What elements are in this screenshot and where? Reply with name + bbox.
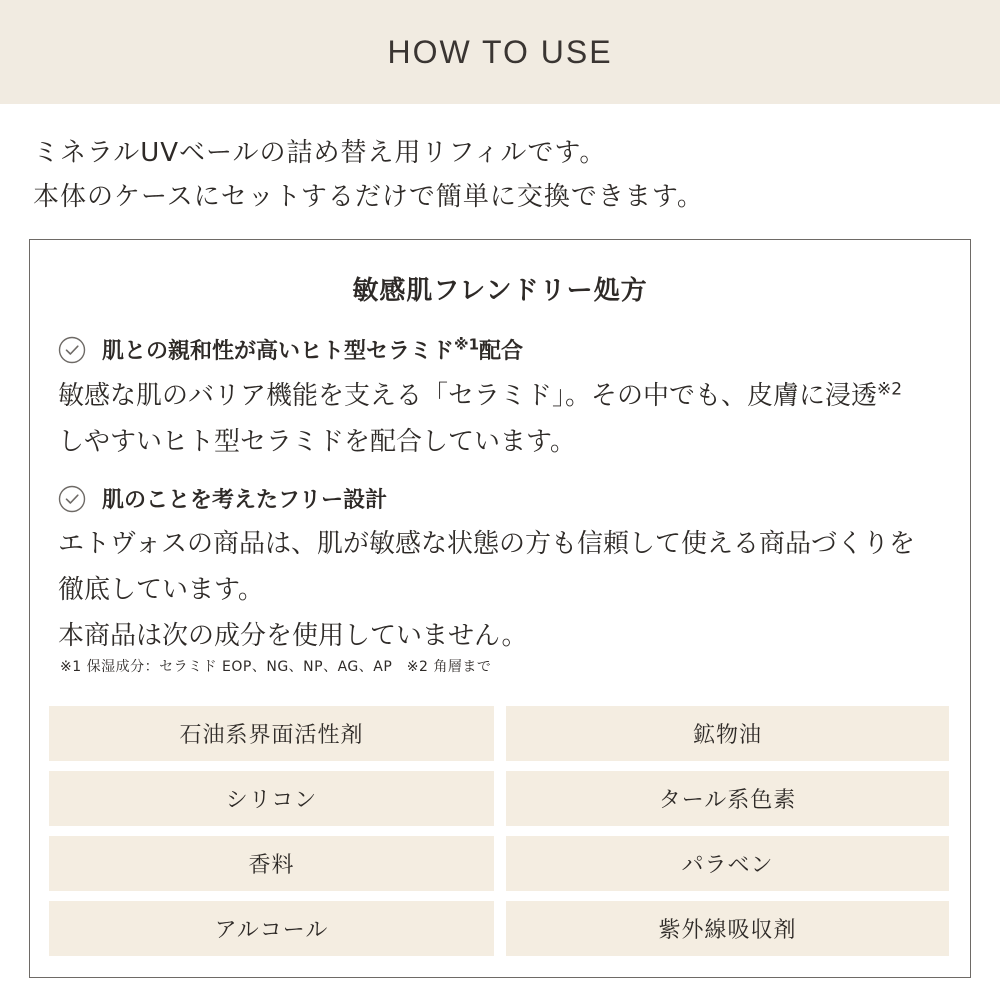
intro-line-1: ミネラルUVベールの詰め替え用リフィルです。 <box>33 138 607 168</box>
feature-2-text <box>58 521 958 659</box>
feature-2-text-line-2: 徹底しています。 <box>58 575 264 605</box>
free-from-item: タール系色素 <box>506 771 949 826</box>
free-from-item: 香料 <box>49 836 494 891</box>
feature-1-text <box>58 373 958 465</box>
free-from-item: 紫外線吸収剤 <box>506 901 949 956</box>
feature-1-text-line-1: 敏感な肌のバリア機能を支える「セラミド」。その中でも、皮膚に浸透$^{※2}$ <box>58 379 903 411</box>
feature-2-heading-text: 肌のことを考えたフリー設計 <box>102 488 388 513</box>
check-circle-icon <box>58 485 86 513</box>
feature-2-text-line-1: エトヴォスの商品は、肌が敏感な状態の方も信頼して使える商品づくりを <box>58 529 915 559</box>
footnote: ※1 保湿成分：セラミド EOP、NG、NP、AG、AP ※2 角層まで <box>60 659 492 675</box>
free-from-item: アルコール <box>49 901 494 956</box>
feature-2-heading <box>58 483 387 514</box>
free-from-grid <box>49 706 949 956</box>
footnote-mark-1: ※1 <box>454 335 480 354</box>
feature-2-text-line-3: 本商品は次の成分を使用していません。 <box>58 621 528 651</box>
feature-1-heading-text: 肌との親和性が高いヒト型セラミド$^{※1}$配合 <box>102 335 524 364</box>
intro-line-2: 本体のケースにセットするだけで簡単に交換できます。 <box>33 182 704 212</box>
free-from-item: 石油系界面活性剤 <box>49 706 494 761</box>
feature-1-heading <box>58 334 523 365</box>
header-title: HOW TO USE <box>387 33 613 70</box>
free-from-item: パラベン <box>506 836 949 891</box>
free-from-item: シリコン <box>49 771 494 826</box>
feature-1-text-line-2: しやすいヒト型セラミドを配合しています。 <box>58 427 576 457</box>
intro-text <box>33 131 973 219</box>
panel-title: 敏感肌フレンドリー処方 <box>352 276 648 306</box>
free-from-item: 鉱物油 <box>506 706 949 761</box>
header-banner <box>0 0 1000 104</box>
check-circle-icon <box>58 336 86 364</box>
footnote-mark-2: ※2 <box>877 379 903 400</box>
